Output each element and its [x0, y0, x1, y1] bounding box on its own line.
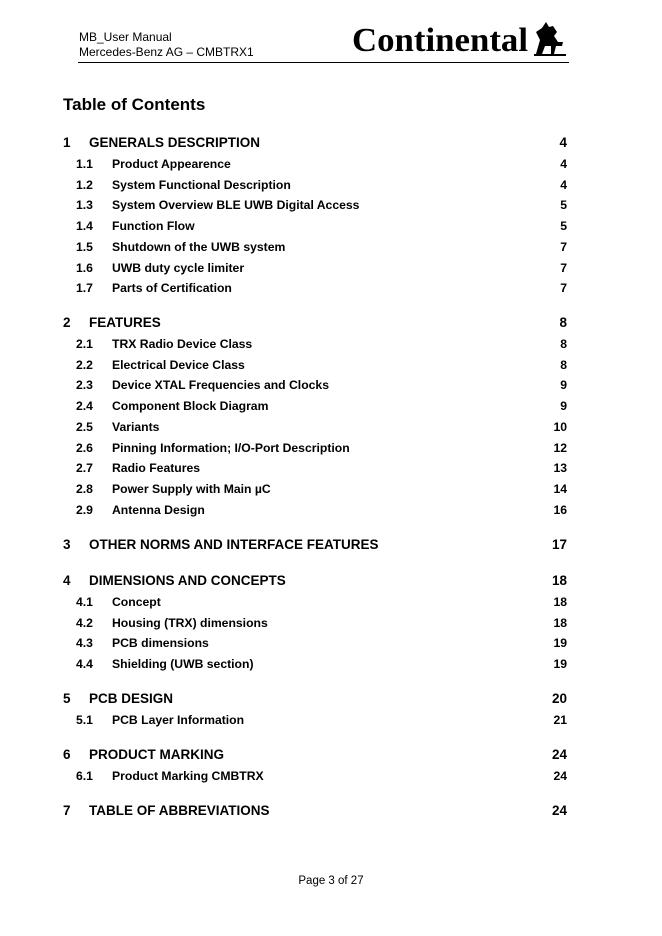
toc-entry-title[interactable]: Antenna Design [112, 502, 205, 517]
toc-entry-page: 24 [551, 747, 567, 762]
toc-entry-number: 2.2 [76, 357, 93, 372]
toc-entry[interactable] [0, 616, 662, 634]
toc-entry-title[interactable]: Product Marking CMBTRX [112, 769, 264, 783]
toc-entry-page: 18 [553, 615, 567, 630]
toc-entry[interactable] [0, 157, 662, 175]
toc-entry-title[interactable]: OTHER NORMS AND INTERFACE FEATURES [89, 537, 379, 552]
toc-entry-page: 8 [559, 315, 567, 330]
toc-entry[interactable] [0, 657, 662, 675]
toc-entry[interactable] [0, 573, 662, 593]
toc-entry-page: 19 [553, 636, 567, 651]
toc-entry-number: 2.6 [76, 440, 93, 455]
toc-entry[interactable] [0, 461, 662, 479]
toc-entry-number: 5.1 [76, 713, 93, 727]
toc-entry-number: 5 [63, 691, 71, 706]
toc-entry-title[interactable]: Function Flow [112, 219, 195, 234]
toc-entry-title[interactable]: Shutdown of the UWB system [112, 239, 286, 254]
toc-entry-page: 7 [560, 260, 567, 275]
horse-icon [534, 22, 566, 56]
toc-entry[interactable] [0, 261, 662, 279]
toc-entry-number: 2.7 [76, 461, 93, 476]
toc-entry[interactable] [0, 713, 662, 731]
toc-entry-page: 9 [560, 378, 567, 393]
toc-entry-title[interactable]: DIMENSIONS AND CONCEPTS [89, 573, 286, 588]
document-header [79, 30, 254, 60]
toc-entry-title[interactable]: TRX Radio Device Class [112, 337, 253, 351]
toc-entry-number: 1.6 [76, 260, 93, 275]
toc-entry-page: 16 [553, 502, 567, 517]
toc-entry-number: 1 [63, 135, 71, 150]
header-subtitle: Mercedes-Benz AG – CMBTRX1 [79, 45, 254, 59]
header-title: MB_User Manual [79, 30, 172, 44]
toc-entry[interactable] [0, 595, 662, 613]
toc-entry-page: 7 [560, 239, 567, 254]
toc-entry-number: 4.4 [76, 657, 93, 672]
toc-entry-title[interactable]: FEATURES [89, 315, 161, 330]
toc-entry-page: 10 [553, 419, 567, 434]
toc-entry-page: 13 [553, 461, 567, 476]
toc-entry[interactable] [0, 135, 662, 155]
toc-entry-page: 24 [553, 769, 567, 783]
toc-entry[interactable] [0, 178, 662, 196]
toc-entry-page: 4 [560, 177, 567, 192]
toc-entry-number: 2.1 [76, 337, 93, 351]
toc-entry-title[interactable]: TABLE OF ABBREVIATIONS [89, 803, 270, 818]
toc-entry-page: 21 [553, 713, 567, 727]
toc-entry[interactable] [0, 503, 662, 521]
toc-entry-title[interactable]: GENERALS DESCRIPTION [89, 135, 261, 150]
toc-entry-number: 1.3 [76, 198, 93, 213]
toc-entry-number: 3 [63, 537, 71, 552]
toc-entry-number: 4.2 [76, 615, 93, 630]
toc-entry-title[interactable]: PCB Layer Information [112, 713, 245, 727]
toc-entry-page: 7 [560, 281, 567, 296]
toc-entry-page: 5 [560, 198, 567, 213]
toc-entry-number: 2 [63, 315, 71, 330]
toc-entry-title[interactable]: Radio Features [112, 461, 201, 476]
toc-entry-title[interactable]: Power Supply with Main µC [112, 481, 271, 496]
toc-entry[interactable] [0, 281, 662, 299]
toc-entry-title[interactable]: System Functional Description [112, 177, 291, 192]
toc-entry-title[interactable]: Concept [112, 595, 161, 609]
toc-entry-number: 2.9 [76, 502, 93, 517]
toc-entry-page: 24 [551, 803, 567, 818]
toc-entry-page: 20 [551, 691, 567, 706]
toc-entry-page: 17 [551, 537, 567, 552]
toc-heading: Table of Contents [63, 95, 206, 114]
toc-entry-page: 8 [560, 357, 567, 372]
toc-entry-number: 6 [63, 747, 71, 762]
toc-entry[interactable] [0, 337, 662, 355]
toc-entry-page: 4 [560, 157, 567, 171]
toc-entry[interactable] [0, 441, 662, 459]
toc-entry-title[interactable]: PRODUCT MARKING [89, 747, 224, 762]
toc-entry[interactable] [0, 803, 662, 823]
toc-entry[interactable] [0, 420, 662, 438]
toc-entry-page: 14 [553, 481, 567, 496]
toc-entry-page: 8 [560, 337, 567, 351]
toc-entry[interactable] [0, 537, 662, 557]
toc-entry-page: 18 [553, 595, 567, 609]
toc-entry-title[interactable]: Pinning Information; I/O-Port Description [112, 440, 350, 455]
toc-entry-number: 4.1 [76, 595, 93, 609]
toc-entry-number: 6.1 [76, 769, 93, 783]
page-footer: Page 3 of 27 [298, 875, 364, 887]
toc-entry[interactable] [0, 769, 662, 787]
toc-entry[interactable] [0, 378, 662, 396]
toc-entry[interactable] [0, 691, 662, 711]
toc-entry[interactable] [0, 315, 662, 335]
toc-entry-number: 2.8 [76, 481, 93, 496]
toc-entry[interactable] [0, 358, 662, 376]
toc-entry[interactable] [0, 240, 662, 258]
toc-entry-title[interactable]: Component Block Diagram [112, 399, 269, 414]
toc-entry-number: 4 [63, 573, 71, 588]
toc-entry-title[interactable]: Parts of Certification [112, 281, 232, 296]
toc-entry-number: 1.1 [76, 157, 93, 171]
toc-entry-title[interactable]: Housing (TRX) dimensions [112, 615, 268, 630]
continental-logo [350, 18, 570, 60]
toc-entry-title[interactable]: PCB DESIGN [89, 691, 174, 706]
toc-entry-number: 7 [63, 803, 71, 818]
toc-entry-number: 1.7 [76, 281, 93, 296]
toc-entry-page: 18 [551, 573, 567, 588]
toc-entry-number: 2.3 [76, 378, 93, 393]
toc-entry-title[interactable]: Electrical Device Class [112, 357, 245, 372]
toc-entry-page: 9 [560, 399, 567, 414]
toc-entry[interactable] [0, 636, 662, 654]
header-divider [78, 62, 569, 63]
toc-entry-title[interactable]: Variants [112, 419, 160, 434]
toc-entry-number: 4.3 [76, 636, 93, 651]
toc-entry-number: 1.4 [76, 219, 93, 234]
toc-entry-number: 2.5 [76, 419, 93, 434]
toc-entry-title[interactable]: Product Appearence [112, 157, 231, 171]
toc-entry-number: 2.4 [76, 399, 93, 414]
toc-entry[interactable] [0, 198, 662, 216]
toc-entry-page: 5 [560, 219, 567, 234]
toc-entry-title[interactable]: Shielding (UWB section) [112, 657, 254, 672]
toc-entry-title[interactable]: Device XTAL Frequencies and Clocks [112, 378, 329, 393]
toc-entry-page: 12 [553, 440, 567, 455]
toc-entry-page: 19 [553, 657, 567, 672]
toc-entry[interactable] [0, 747, 662, 767]
logo-wordmark: Continental [352, 22, 528, 59]
toc-entry-title[interactable]: System Overview BLE UWB Digital Access [112, 198, 360, 213]
toc-entry[interactable] [0, 399, 662, 417]
toc-entry-title[interactable]: PCB dimensions [112, 636, 209, 651]
toc-entry-title[interactable]: UWB duty cycle limiter [112, 260, 245, 275]
toc-entry[interactable] [0, 482, 662, 500]
toc-entry-page: 4 [559, 135, 567, 150]
toc-entry-number: 1.2 [76, 177, 93, 192]
toc-entry[interactable] [0, 219, 662, 237]
toc-entry-number: 1.5 [76, 239, 93, 254]
